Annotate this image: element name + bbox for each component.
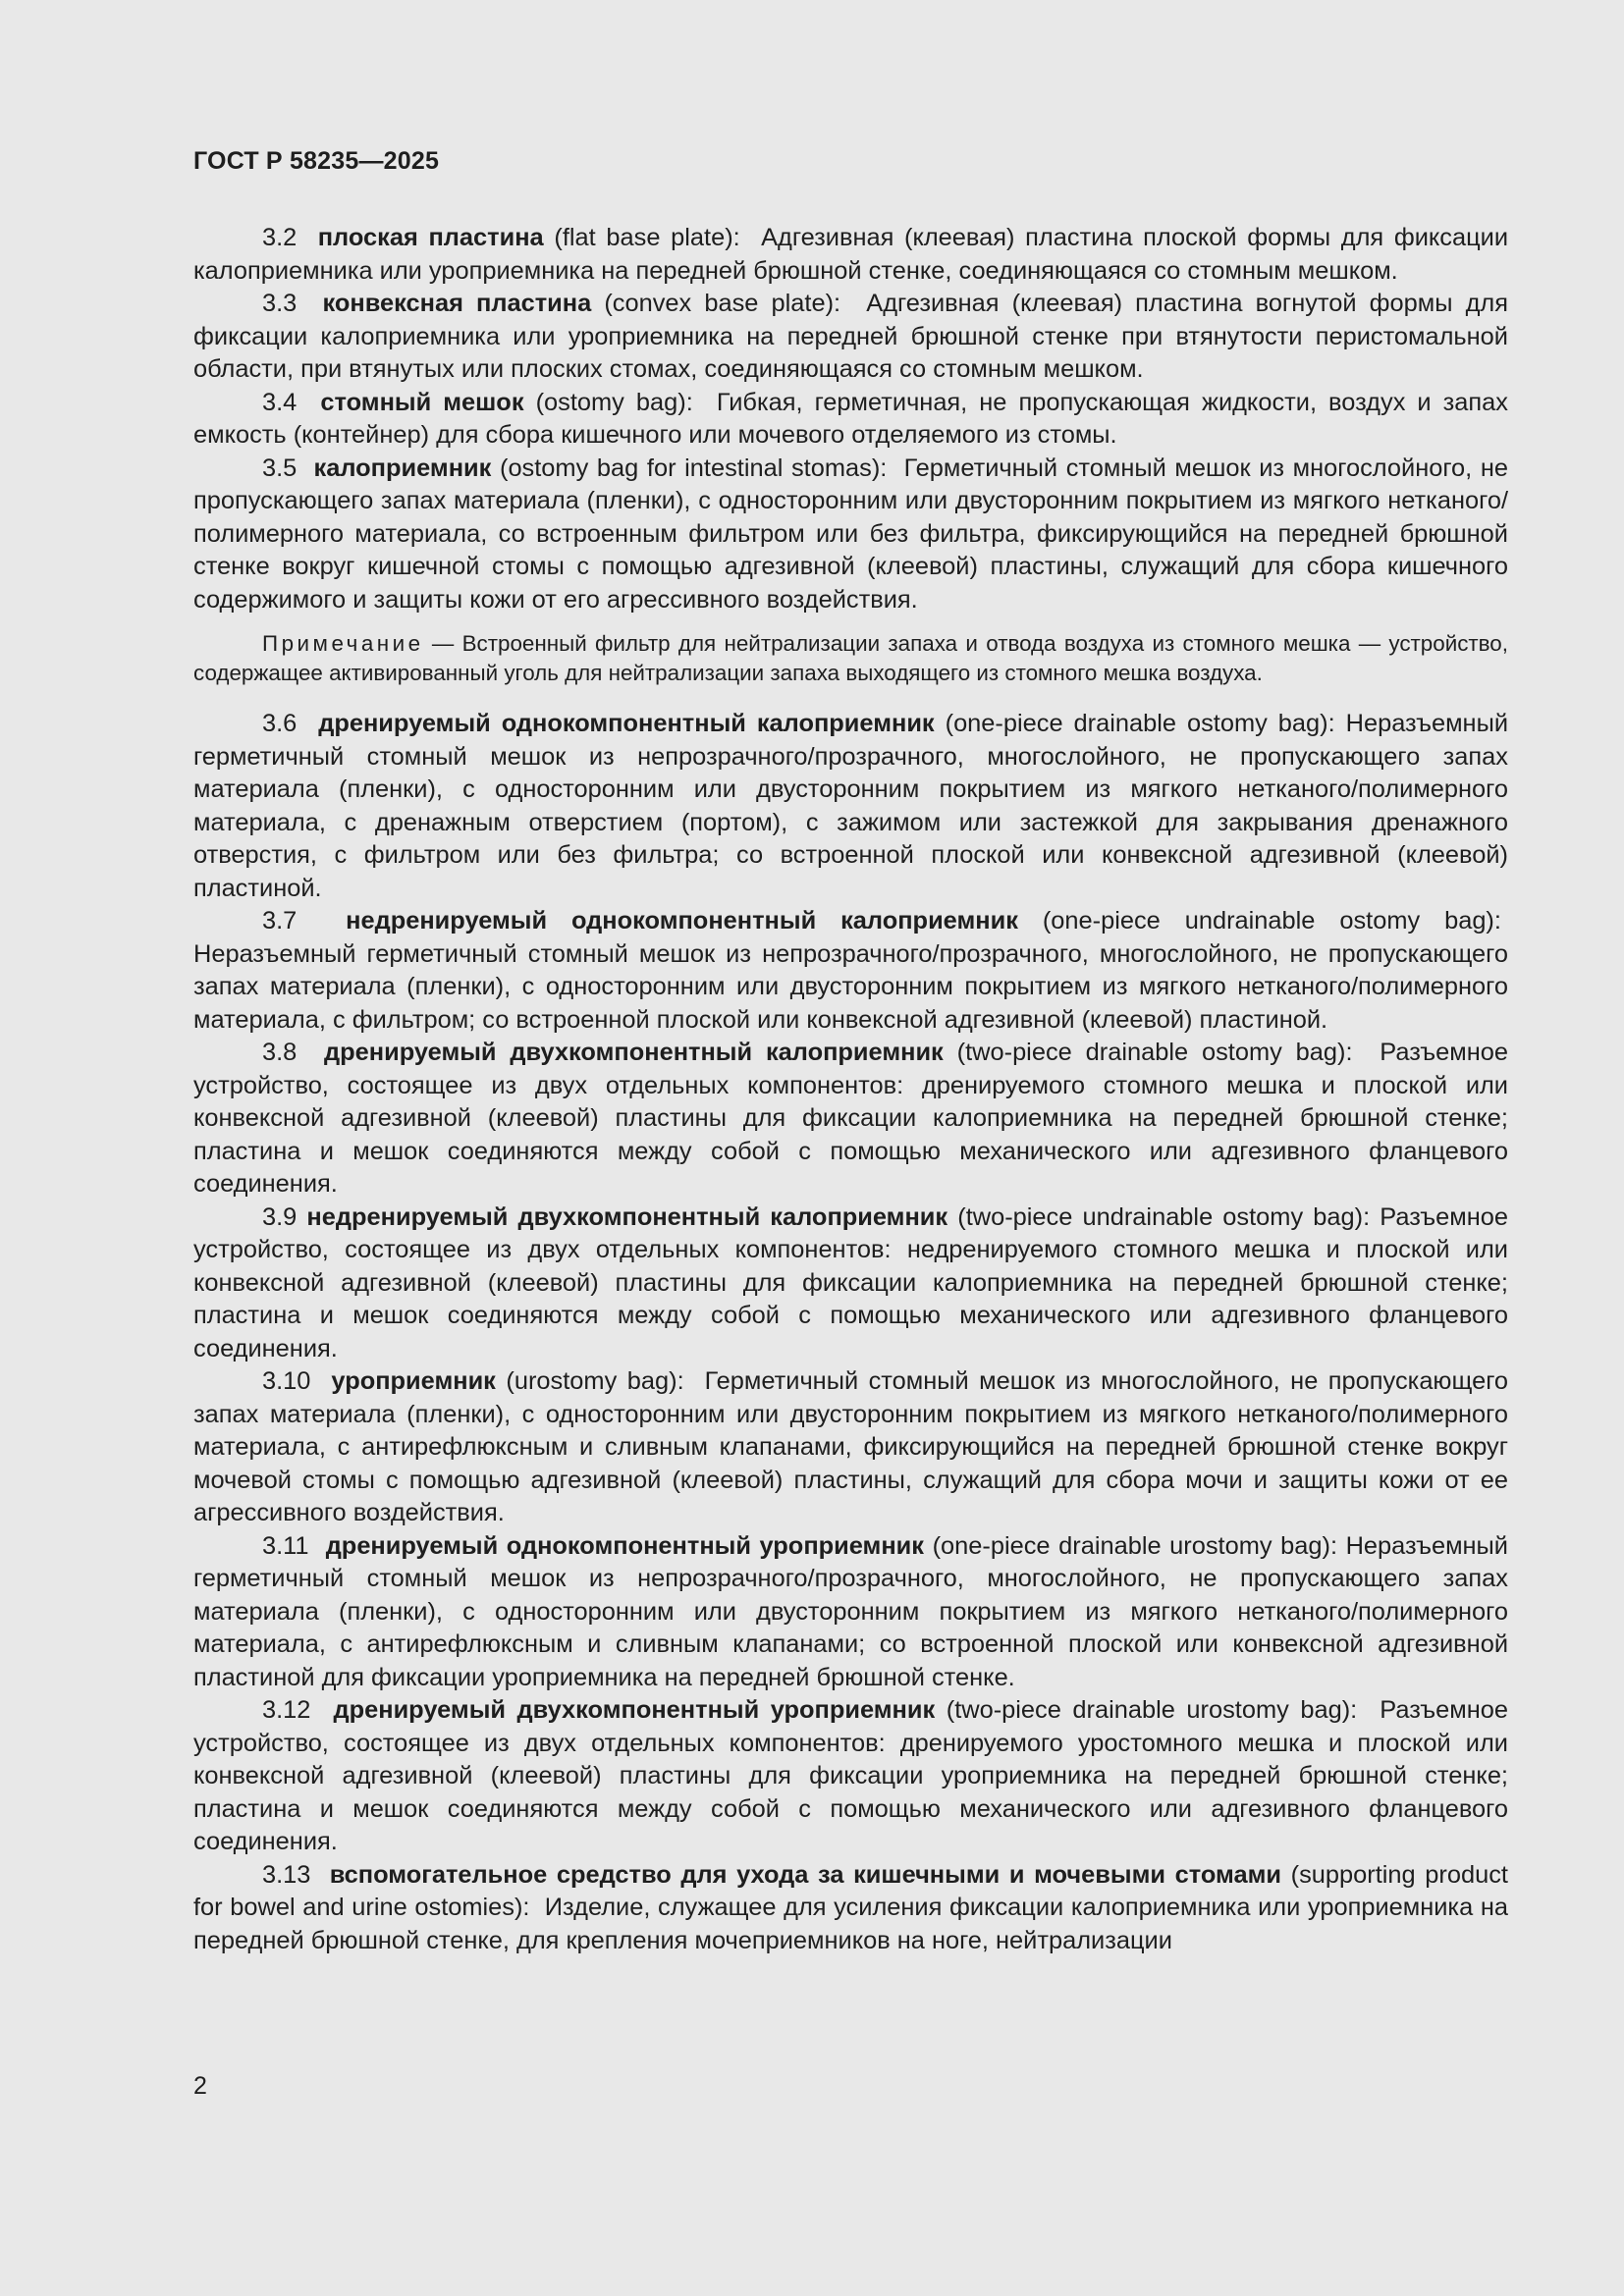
term-english: (one-piece undrainable ostomy bag): — [1042, 907, 1501, 934]
term-number: 3.13 — [262, 1860, 311, 1889]
term-entry-3-4 — [193, 387, 1508, 453]
term-entry-3-13 — [193, 1859, 1508, 1958]
term-entry-3-12 — [193, 1694, 1508, 1859]
term-definition: Разъемное устройство, состоящее из двух отдельных компонентов: недренируемого стомного мешка и плоской или конвексной адгезивной (клеевой) пластины для фиксации калоприемника на передней брюшной стенке; пластина и мешок соединяются между собой с помощью механического или адгезивного фланцевого соединения. — [193, 1202, 1508, 1362]
term-english: (convex base plate): — [604, 290, 841, 317]
term-name: вспомогательное средство для ухода за кишечными и мочевыми стомами — [329, 1860, 1281, 1889]
term-number: 3.11 — [262, 1531, 309, 1560]
note — [193, 629, 1508, 688]
term-definition: Неразъемный герметичный стомный мешок из непрозрачного/прозрачного, многослойного, не пропускающего запах материала (пленки), с односторонним или двусторонним покрытием из мягкого нетканого/полимерного материала, с антирефлюксным и сливным клапанами; со встроенной плоской или конвексной адгезивной пластиной для фиксации уроприемника на передней брюшной стенке. — [193, 1531, 1508, 1691]
term-name: дренируемый однокомпонентный уроприемник — [325, 1531, 924, 1560]
page-header: ГОСТ Р 58235—2025 — [193, 147, 440, 175]
term-definition: Изделие, служащее для усиления фиксации калоприемника или уроприемника на передней брюшной стенке, для крепления мочеприемников на ноге, нейтрализации — [193, 1894, 1508, 1954]
term-number: 3.9 — [262, 1202, 298, 1231]
term-number: 3.2 — [262, 224, 298, 251]
term-name: конвексная пластина — [322, 290, 592, 317]
term-entry-3-2 — [193, 222, 1508, 288]
term-entry-3-7 — [193, 905, 1508, 1037]
term-definition: Неразъемный герметичный стомный мешок из непрозрачного/прозрачного, многослойного, не пропускающего запах материала (пленки), с односторонним или двусторонним покрытием из мягкого нетканого/полимерного материала, с фильтром; со встроенной плоской или конвексной адгезивной (клеевой) пластиной. — [193, 939, 1508, 1034]
term-name: стомный мешок — [320, 388, 524, 416]
term-english: (urostomy bag): — [506, 1367, 684, 1395]
term-number: 3.8 — [262, 1039, 298, 1066]
document-body — [193, 222, 1508, 1957]
term-entry-3-9 — [193, 1201, 1508, 1366]
term-english: (ostomy bag): — [535, 388, 693, 416]
term-entry-3-6 — [193, 708, 1508, 905]
term-definition: Адгезивная (клеевая) пластина плоской формы для фиксации калоприемника или уроприемника на передней брюшной стенке, соединяющаяся со стомным мешком. — [193, 224, 1509, 285]
term-english: (two-piece drainable ostomy bag): — [956, 1039, 1353, 1066]
term-definition: Разъемное устройство, состоящее из двух отдельных компонентов: дренируемого уростомного мешка и плоской или конвексной адгезивной (клеевой) пластины для фиксации уроприемника на передней брюшной стенке; пластина и мешок соединяются между собой с помощью механического или адгезивного фланцевого соединения. — [193, 1696, 1508, 1855]
note-text: — Встроенный фильтр для нейтрализации запаха и отвода воздуха из стомного мешка — устройство, содержащее активированный уголь для нейтрализации запаха выходящего из стомного мешка воздуха. — [193, 631, 1508, 685]
term-number: 3.10 — [262, 1367, 311, 1395]
term-entry-3-3 — [193, 288, 1508, 387]
term-name: недренируемый однокомпонентный калоприемник — [346, 907, 1018, 934]
term-definition: Герметичный стомный мешок из многослойного, не пропускающего запах материала (пленки), с односторонним или двусторонним покрытием из мягкого нетканого/полимерного материала, с антирефлюксным и сливным клапанами, фиксирующийся на передней брюшной стенке вокруг мочевой стомы с помощью адгезивной (клеевой) пластины, служащий для сбора мочи и защиты кожи от ее агрессивного воздействия. — [193, 1367, 1509, 1526]
term-number: 3.5 — [262, 454, 298, 482]
term-entry-3-10 — [193, 1365, 1508, 1530]
term-definition: Разъемное устройство, состоящее из двух отдельных компонентов: дренируемого стомного мешка и плоской или конвексной адгезивной (клеевой) пластины для фиксации калоприемника на передней брюшной стенке; пластина и мешок соединяются между собой с помощью механического или адгезивного фланцевого соединения. — [193, 1039, 1508, 1198]
term-english: (supporting product for bowel and urine ostomies): — [193, 1860, 1508, 1921]
term-definition: Герметичный стомный мешок из многослойного, не пропускающего запах материала (пленки), с односторонним или двусторонним покрытием из мягкого нетканого/полимерного материала, со встроенным фильтром или без фильтра, фиксирующийся на передней брюшной стенке вокруг кишечной стомы с помощью адгезивной (клеевой) пластины, служащий для сбора кишечного содержимого и защиты кожи от его агрессивного воздействия. — [193, 454, 1508, 614]
term-english: (two-piece drainable urostomy bag): — [946, 1696, 1358, 1724]
term-number: 3.12 — [262, 1696, 311, 1724]
term-name: дренируемый однокомпонентный калоприемник — [318, 710, 935, 737]
term-number: 3.3 — [262, 290, 298, 317]
term-name: дренируемый двухкомпонентный уроприемник — [333, 1696, 936, 1724]
term-number: 3.6 — [262, 710, 298, 737]
page-number: 2 — [193, 2072, 207, 2100]
term-definition: Гибкая, герметичная, не пропускающая жидкости, воздух и запах емкость (контейнер) для сбора кишечного или мочевого отделяемого из стомы. — [193, 388, 1508, 449]
term-name: уроприемник — [331, 1367, 496, 1395]
term-english: (two-piece undrainable ostomy bag): — [957, 1202, 1371, 1231]
term-english: (flat base plate): — [554, 224, 740, 251]
term-english: (one-piece drainable ostomy bag): — [945, 710, 1335, 737]
term-english: (ostomy bag for intestinal stomas): — [499, 454, 888, 482]
term-name: недренируемый двухкомпонентный калоприемник — [306, 1202, 948, 1231]
term-entry-3-11 — [193, 1530, 1508, 1695]
term-name: плоская пластина — [317, 224, 544, 251]
term-definition: Неразъемный герметичный стомный мешок из непрозрачного/прозрачного, многослойного, не пропускающего запах материала (пленки), с односторонним или двусторонним покрытием из мягкого нетканого/полимерного материала, с дренажным отверстием (портом), с зажимом или застежкой для закрывания дренажного отверстия, с фильтром или без фильтра; со встроенной плоской или конвексной адгезивной (клеевой) пластиной. — [193, 710, 1509, 902]
term-number: 3.4 — [262, 388, 298, 416]
term-definition: Адгезивная (клеевая) пластина вогнутой формы для фиксации калоприемника или уроприемника на передней брюшной стенке при втянутости перистомальной области, при втянутых или плоских стомах, соединяющаяся со стомным мешком. — [193, 290, 1508, 383]
term-english: (one-piece drainable urostomy bag): — [932, 1531, 1338, 1560]
term-name: калоприемник — [313, 454, 492, 482]
term-entry-3-8 — [193, 1037, 1508, 1201]
note-label: Примечание — [262, 631, 424, 656]
term-number: 3.7 — [262, 907, 298, 934]
term-name: дренируемый двухкомпонентный калоприемник — [324, 1039, 944, 1066]
term-entry-3-5 — [193, 453, 1508, 617]
